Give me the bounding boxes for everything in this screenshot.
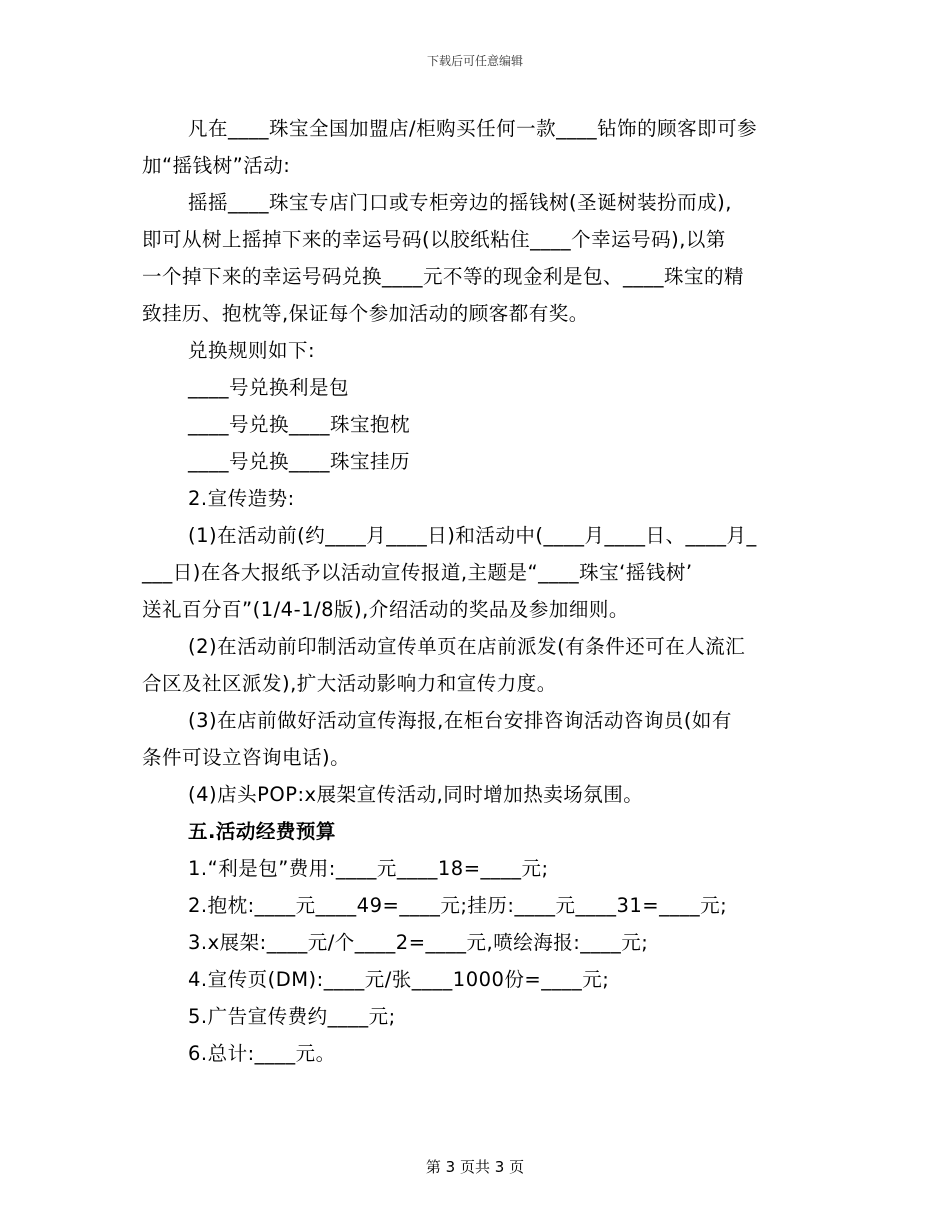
paragraph-line: 兑换规则如下: (188, 339, 316, 362)
section-heading: 五.活动经费预算 (188, 820, 336, 843)
paragraph-line: (4)店头POP:x展架宣传活动,同时增加热卖场氛围。 (188, 783, 644, 806)
paragraph-line: (3)在店前做好活动宣传海报,在柜台安排咨询活动咨询员(如有 (188, 709, 732, 732)
paragraph-line: (1)在活动前(约____月____日)和活动中(____月____日、____月_ (188, 524, 757, 547)
paragraph-line: 凡在____珠宝全国加盟店/柜购买任何一款____钻饰的顾客即可参 (188, 117, 758, 140)
budget-item: 2.抱枕:____元____49=____元;挂历:____元____31=____元; (188, 894, 728, 917)
paragraph-line: ___日)在各大报纸予以活动宣传报道,主题是“____珠宝‘摇钱树’ (142, 561, 693, 584)
paragraph-line: 摇摇____珠宝专店门口或专柜旁边的摇钱树(圣诞树装扮而成), (188, 191, 732, 214)
list-item: ____号兑换____珠宝挂历 (188, 450, 411, 473)
budget-item: 4.宣传页(DM):____元/张____1000份=____元; (188, 968, 610, 991)
paragraph-line: 一个掉下来的幸运号码兑换____元不等的现金利是包、____珠宝的精 (142, 265, 745, 288)
paragraph-line: 合区及社区派发),扩大活动影响力和宣传力度。 (142, 672, 557, 695)
page-header: 下载后可任意编辑 (426, 54, 523, 68)
paragraph-line: (2)在活动前印制活动宣传单页在店前派发(有条件还可在人流汇 (188, 635, 746, 658)
paragraph-line: 致挂历、抱枕等,保证每个参加活动的顾客都有奖。 (142, 302, 589, 325)
document-body (142, 110, 812, 1072)
budget-item: 3.x展架:____元/个____2=____元,喷绘海报:____元; (188, 931, 649, 954)
budget-item: 5.广告宣传费约____元; (188, 1005, 396, 1028)
paragraph-line: 送礼百分百”(1/4-1/8版),介绍活动的奖品及参加细则。 (142, 598, 629, 621)
paragraph-line: 即可从树上摇掉下来的幸运号码(以胶纸粘住____个幸运号码),以第 (142, 228, 726, 251)
page-footer: 第 3 页共 3 页 (425, 1158, 525, 1176)
budget-item: 6.总计:____元。 (188, 1042, 336, 1065)
paragraph-line: 条件可设立咨询电话)。 (142, 746, 351, 769)
list-item: ____号兑换利是包 (188, 376, 350, 399)
list-item: ____号兑换____珠宝抱枕 (188, 413, 411, 436)
budget-item: 1.“利是包”费用:____元____18=____元; (188, 857, 549, 880)
section-heading: 2.宣传造势: (188, 487, 295, 510)
paragraph-line: 加“摇钱树”活动: (142, 154, 291, 177)
